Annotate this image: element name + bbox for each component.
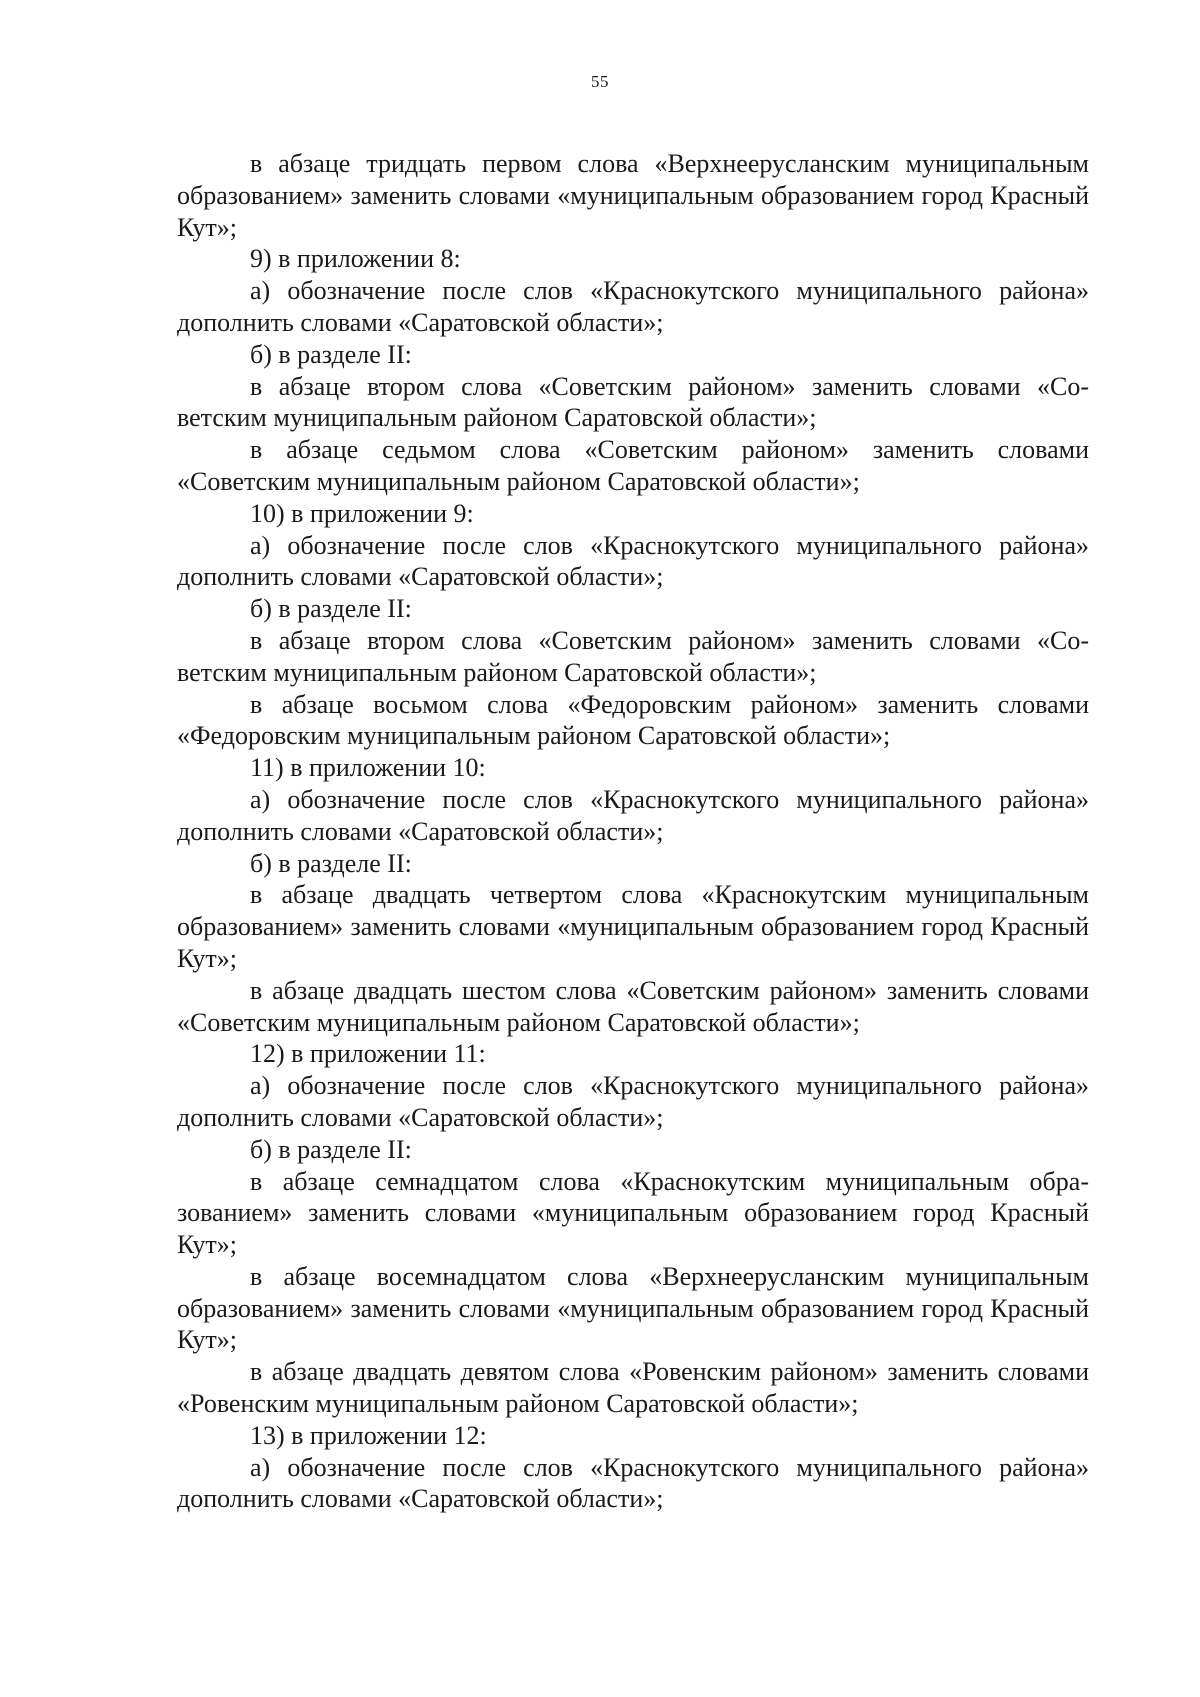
paragraph: в абзаце семнадцатом слова «Краснокутским муниципальным образованием» заменить словами «муниципальным образованием город Красный Кут»; [177,1166,1089,1260]
paragraph: в абзаце двадцать четвертом слова «Краснокутским муниципальным образованием» заменить словами «муниципальным образованием город Красный Кут»; [177,880,1089,973]
paragraph: а) обозначение после слов «Краснокутского муниципального района» дополнить словами «Саратовской области»; [177,530,1089,592]
list-item-heading: 13) в приложении 12: [250,1420,487,1450]
list-item-heading: б) в разделе II: [250,339,412,369]
paragraph: в абзаце восемнадцатом слова «Верхнеерусланским муниципальным образованием» заменить словами «муниципальным образованием город Красный Кут»; [177,1261,1089,1355]
paragraph: в абзаце втором слова «Советским районом» заменить словами «Советским муниципальным районом Саратовской области»; [177,625,1089,687]
page-number: 55 [591,72,609,91]
paragraph: в абзаце втором слова «Советским районом» заменить словами «Советским муниципальным районом Саратовской области»; [177,371,1089,433]
paragraph: а) обозначение после слов «Краснокутского муниципального района» дополнить словами «Саратовской области»; [177,1071,1089,1132]
list-item-heading: б) в разделе II: [250,594,412,624]
paragraph: в абзаце двадцать девятом слова «Ровенским районом» заменить словами «Ровенским муниципальным районом Саратовской области»; [177,1357,1089,1419]
list-item-heading: 10) в приложении 9: [250,498,474,528]
document-body [177,148,1089,1515]
paragraph: а) обозначение после слов «Краснокутского муниципального района» дополнить словами «Саратовской области»; [177,276,1089,337]
paragraph: а) обозначение после слов «Краснокутского муниципального района» дополнить словами «Саратовской области»; [177,784,1089,846]
paragraph: в абзаце двадцать шестом слова «Советским районом» заменить словами «Советским муниципальным районом Саратовской области»; [177,975,1089,1037]
paragraph: в абзаце восьмом слова «Федоровским районом» заменить словами «Федоровским муниципальным районом Саратовской области»; [177,689,1089,751]
list-item-heading: 11) в приложении 10: [250,753,486,783]
paragraph: в абзаце седьмом слова «Советским районом» заменить словами «Советским муниципальным районом Саратовской области»; [177,435,1089,496]
list-item-heading: б) в разделе II: [250,1134,412,1164]
list-item-heading: б) в разделе II: [250,848,412,878]
paragraph: а) обозначение после слов «Краснокутского муниципального района» дополнить словами «Саратовской области»; [177,1452,1089,1514]
list-item-heading: 9) в приложении 8: [250,244,461,274]
list-item-heading: 12) в приложении 11: [250,1039,486,1069]
paragraph: в абзаце тридцать первом слова «Верхнеерусланским муниципальным образованием» заменить словами «муниципальным образованием город Красный Кут»; [177,149,1089,242]
